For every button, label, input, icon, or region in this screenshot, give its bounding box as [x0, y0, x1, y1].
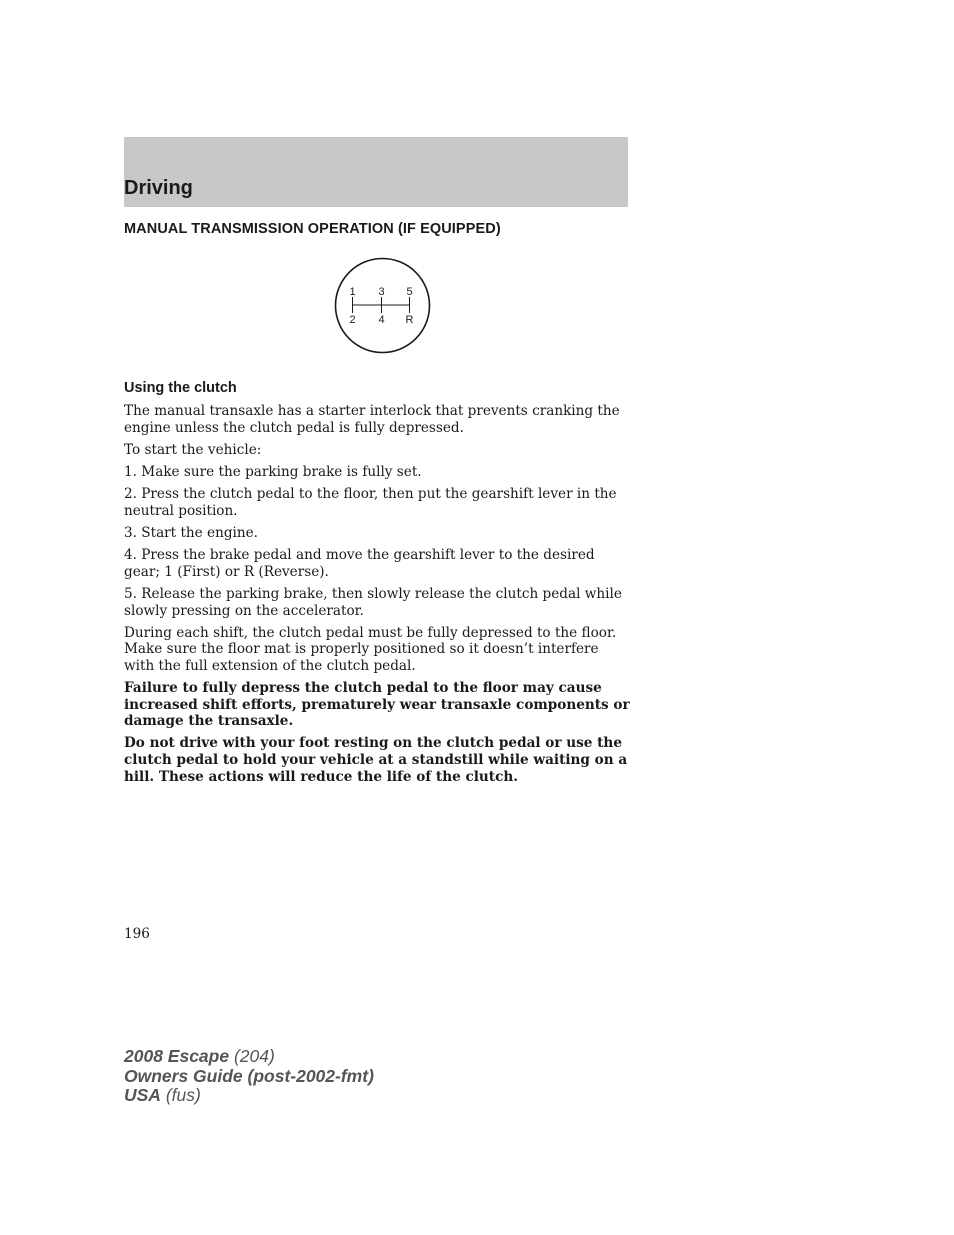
paragraph-start-intro: To start the vehicle: [124, 441, 262, 458]
gear-label-2: 2 [349, 314, 356, 326]
footer-model-code: (204) [229, 1046, 275, 1066]
document-footer [124, 1047, 374, 1106]
gearshift-pattern-diagram [334, 257, 431, 354]
step-3: 3. Start the engine. [124, 524, 259, 541]
using-clutch-subheading: Using the clutch [124, 380, 237, 396]
warning-depress-clutch: Failure to fully depress the clutch pedal to the floor may cause increased shift efforts, prematurely wear transaxle components or damage the transaxle. [124, 680, 630, 730]
gear-label-4: 4 [378, 314, 385, 326]
step-2: 2. Press the clutch pedal to the floor, then put the gearshift lever in the neutral position. [124, 486, 617, 519]
footer-market-code: (fus) [160, 1085, 201, 1105]
paragraph-shifting: During each shift, the clutch pedal must be fully depressed to the floor. Make sure the floor mat is properly positioned so it doesn’t interfere with the full extension of the clutch pedal. [124, 624, 617, 674]
page-number: 196 [124, 926, 150, 942]
paragraph-interlock: The manual transaxle has a starter interlock that prevents cranking the engine unless the clutch pedal is fully depressed. [124, 403, 620, 436]
footer-model: 2008 Escape [124, 1046, 230, 1066]
footer-line-model [124, 1047, 374, 1067]
section-header-band [124, 137, 628, 207]
gear-label-r: R [405, 314, 414, 326]
step-5: 5. Release the parking brake, then slowly release the clutch pedal while slowly pressing on the accelerator. [124, 585, 622, 619]
gear-label-1: 1 [349, 286, 356, 298]
warning-resting-foot: Do not drive with your foot resting on the clutch pedal or use the clutch pedal to hold your vehicle at a standstill while waiting on a hill. These actions will reduce the life of the clutch. [124, 735, 628, 785]
step-1: 1. Make sure the parking brake is fully set. [124, 463, 422, 480]
manual-transmission-heading: MANUAL TRANSMISSION OPERATION (IF EQUIPPED) [124, 221, 501, 237]
gear-label-3: 3 [378, 286, 385, 298]
footer-line-market [124, 1086, 374, 1106]
section-title: Driving [124, 177, 193, 199]
gear-label-5: 5 [406, 286, 413, 298]
footer-guide: Owners Guide (post-2002-fmt) [124, 1065, 374, 1086]
body-text [124, 403, 630, 791]
footer-market: USA [124, 1085, 161, 1105]
step-4: 4. Press the brake pedal and move the gearshift lever to the desired gear; 1 (First) or R (Reverse). [124, 547, 595, 580]
